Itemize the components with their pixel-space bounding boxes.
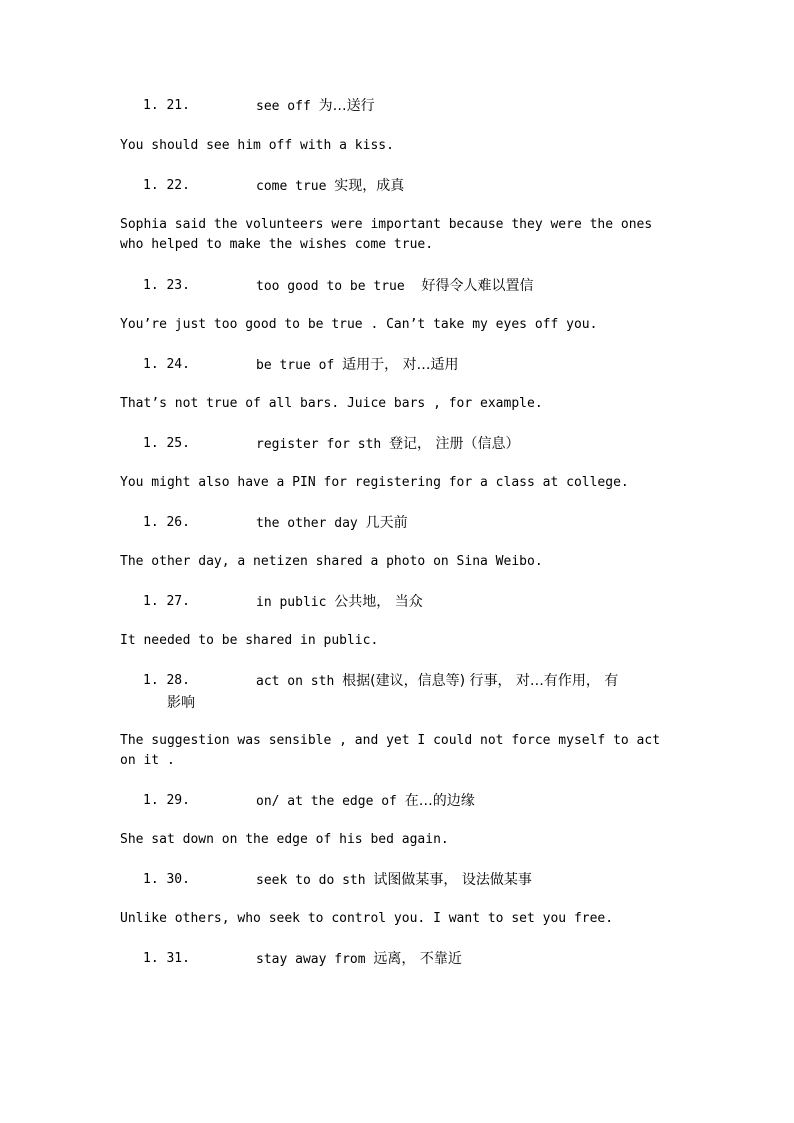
phrase-entry-28 [0,670,794,714]
phrase-term [256,948,462,971]
phrase-term [256,433,520,456]
term-english: the other day [256,516,358,531]
term-english: seek to do sth [256,873,366,888]
phrase-term [256,869,532,892]
term-meaning: 根据(建议，信息等) 行事， 对…有作用， 有 [342,673,619,689]
example-sentence-30: Unlike others, who seek to control you. I want to set you free. [120,911,614,926]
term-english: be true of [256,358,335,373]
example-sentence-23: You’re just too good to be true . Can’t take my eyes off you. [120,317,598,332]
phrase-term [256,591,423,614]
example-sentence-22: Sophia said the volunteers were important because they were the ones who helped to make the wishes come true. [120,217,653,252]
item-number: 1. 23. [143,278,190,293]
phrase-entry-26 [0,512,794,534]
term-english: act on sth [256,674,335,689]
term-english: too good to be true [256,279,405,294]
phrase-entry-25 [0,433,794,455]
phrase-entry-24 [0,354,794,376]
phrase-entry-27 [0,591,794,613]
item-number: 1. 28. [143,673,190,688]
example-sentence-24: That’s not true of all bars. Juice bars , for example. [120,396,543,411]
phrase-entry-29 [0,790,794,812]
phrase-term [256,275,533,298]
item-number: 1. 29. [143,793,190,808]
phrase-entry-30 [0,869,794,891]
phrase-term [256,790,475,813]
term-meaning: 适用于， 对…适用 [342,357,459,373]
term-meaning: 远离， 不靠近 [373,951,462,967]
phrase-term [256,512,408,535]
item-number: 1. 24. [143,357,190,372]
term-english: register for sth [256,437,382,452]
term-english: see off [256,99,311,114]
term-english: stay away from [256,952,366,967]
item-number: 1. 22. [143,178,190,193]
item-number: 1. 26. [143,515,190,530]
phrase-term [256,670,676,693]
item-number: 1. 25. [143,436,190,451]
term-meaning: 好得令人难以置信 [412,278,534,294]
example-sentence-28: The suggestion was sensible , and yet I could not force myself to act on it . [120,733,661,768]
term-meaning: 试图做某事， 设法做某事 [373,872,532,888]
phrase-entry-23 [0,275,794,297]
term-meaning-continued: 影响 [167,695,195,711]
term-english: on/ at the edge of [256,794,397,809]
example-sentence-27: It needed to be shared in public. [120,633,379,648]
phrase-term [256,175,404,198]
term-meaning: 实现，成真 [334,178,405,194]
item-number: 1. 27. [143,594,190,609]
item-number: 1. 30. [143,872,190,887]
term-meaning: 登记， 注册（信息） [389,436,520,452]
example-sentence-21: You should see him off with a kiss. [120,138,394,153]
term-english: come true [256,179,327,194]
phrase-term [256,354,459,377]
phrase-entry-22 [0,175,794,197]
phrase-entry-21 [0,95,794,117]
example-sentence-26: The other day, a netizen shared a photo on Sina Weibo. [120,554,543,569]
term-english: in public [256,595,327,610]
term-meaning: 在…的边缘 [404,793,475,809]
phrase-term [256,95,375,118]
term-meaning: 公共地， 当众 [334,594,423,610]
phrase-entry-31 [0,948,794,970]
item-number: 1. 21. [143,98,190,113]
term-meaning: 为…送行 [318,98,375,114]
item-number: 1. 31. [143,951,190,966]
example-sentence-25: You might also have a PIN for registering for a class at college. [120,475,629,490]
example-sentence-29: She sat down on the edge of his bed again. [120,832,449,847]
term-meaning: 几天前 [365,515,408,531]
